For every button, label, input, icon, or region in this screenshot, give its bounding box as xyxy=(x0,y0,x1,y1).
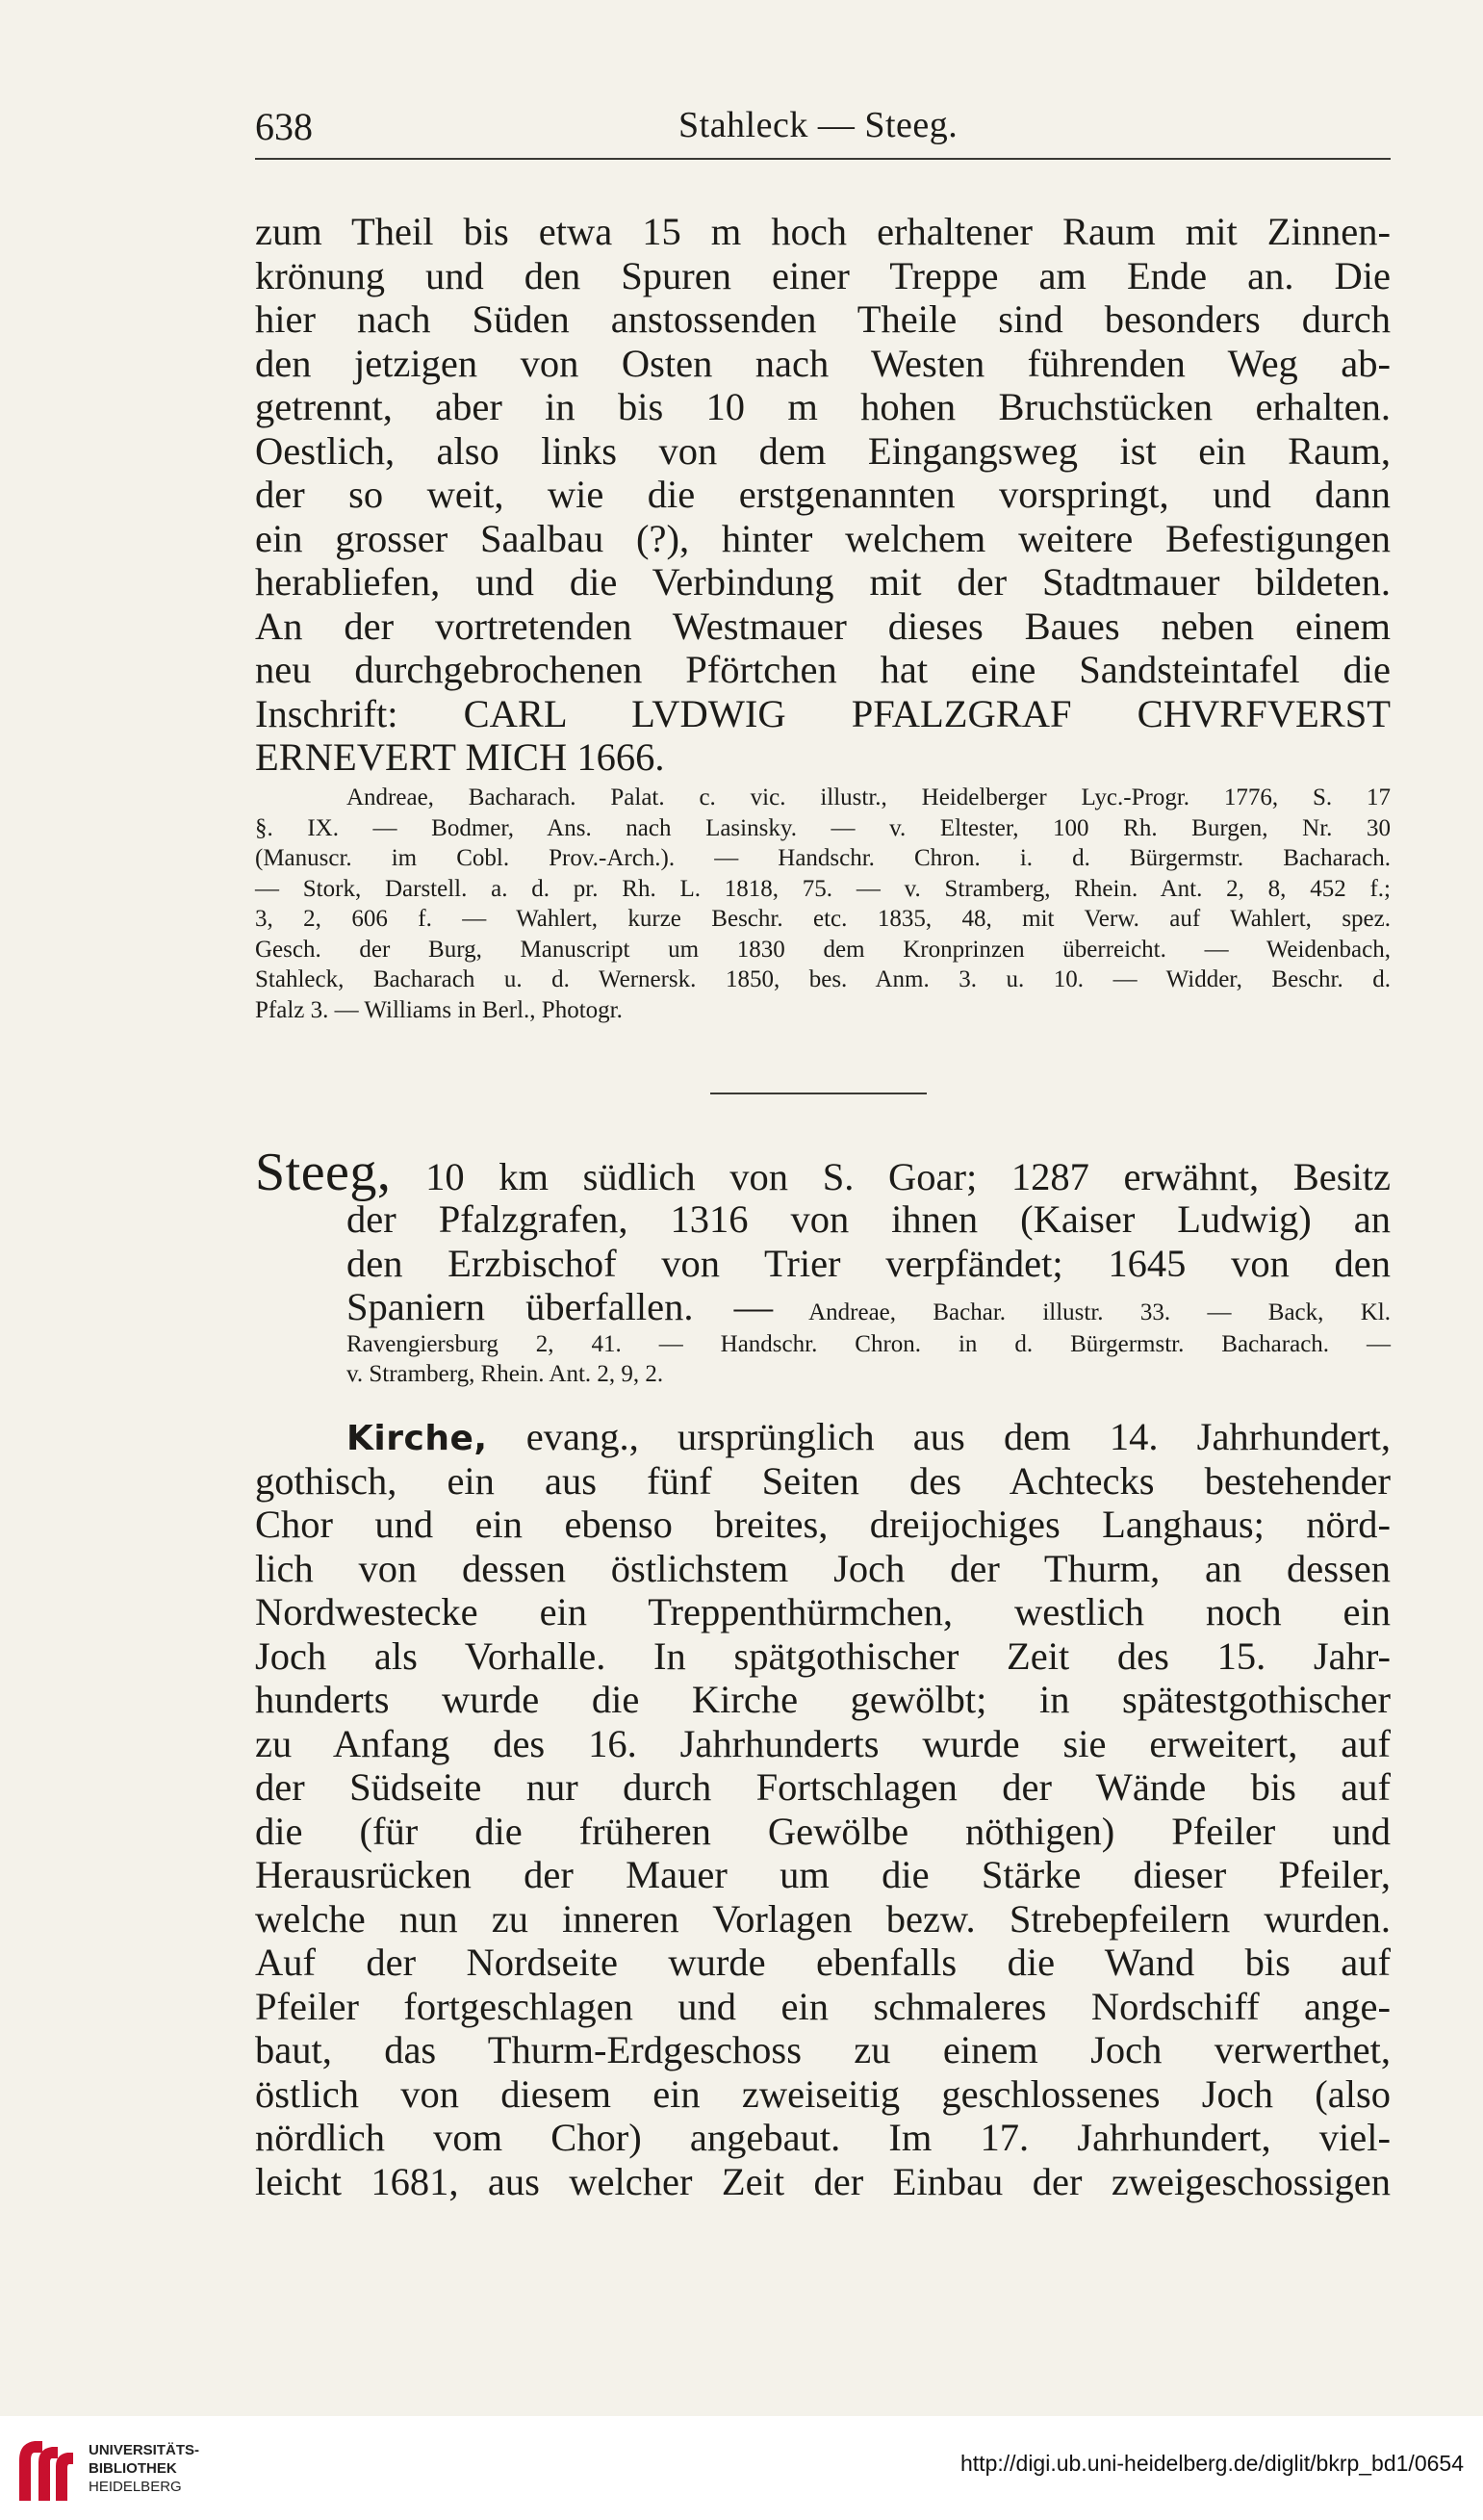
permalink-url[interactable]: http://digi.ub.uni-heidelberg.de/diglit/bkrp_bd1/0654 xyxy=(960,2451,1464,2476)
steeg-first-text: 10 km südlich von S. Goar; 1287 erwähnt, Besitz xyxy=(425,1155,1392,1198)
reference-line: Ravengiersburg 2, 41. — Handschr. Chron. in d. Bürgermstr. Bacharach. — xyxy=(346,1330,1391,1357)
viewer-footer xyxy=(0,2416,1483,2520)
reference-line: Gesch. der Burg, Manuscript um 1830 dem Kronprinzen überreicht. — Weidenbach, xyxy=(255,936,1391,963)
steeg-entry xyxy=(255,1143,1392,1390)
text-line: der Südseite nur durch Fortschlagen der Wände bis auf xyxy=(255,1765,1391,1809)
ub-heidelberg-logo-icon xyxy=(13,2433,81,2507)
library-name-line: BIBLIOTHEK xyxy=(89,2460,177,2477)
text-line: Oestlich, also links von dem Eingangsweg ist ein Raum, xyxy=(255,428,1391,473)
text-line: krönung und den Spuren einer Treppe am Ende an. Die xyxy=(255,253,1391,297)
text-line: hunderts wurde die Kirche gewölbt; in spätestgothischer xyxy=(255,1678,1391,1721)
kirche-first-line xyxy=(255,1415,1391,1459)
text-line: Chor und ein ebenso breites, dreijochiges Langhaus; nörd- xyxy=(255,1503,1391,1546)
text-line: herabliefen, und die Verbindung mit der Stadtmauer bildeten. xyxy=(255,560,1391,604)
text-line: der Pfalzgrafen, 1316 von ihnen (Kaiser Ludwig) an xyxy=(346,1197,1391,1241)
text-line: nördlich vom Chor) angebaut. Im 17. Jahrhundert, viel- xyxy=(255,2116,1391,2159)
kirche-first-text: evang., ursprünglich aus dem 14. Jahrhundert, xyxy=(487,1415,1391,1458)
text-line: ERNEVERT MICH 1666. xyxy=(255,735,665,779)
text-line: lich von dessen östlichstem Joch der Thurm, an dessen xyxy=(255,1546,1391,1590)
steeg-indented-text xyxy=(346,1197,1391,1390)
text-line: Joch als Vorhalle. In spätgothischer Zeit des 15. Jahr- xyxy=(255,1633,1391,1678)
kirche-entry xyxy=(255,1415,1391,2203)
page-number: 638 xyxy=(255,105,313,148)
text-line: den jetzigen von Osten nach Westen führenden Weg ab- xyxy=(255,341,1391,385)
header-rule xyxy=(255,158,1391,160)
text-line: zu Anfang des 16. Jahrhunderts wurde sie erweitert, auf xyxy=(255,1721,1391,1765)
text-line: An der vortretenden Westmauer dieses Baues neben einem xyxy=(255,604,1391,648)
reference-line: §. IX. — Bodmer, Ans. nach Lasinsky. — v. Eltester, 100 Rh. Burgen, Nr. 30 xyxy=(255,814,1391,841)
steeg-heading: Steeg, xyxy=(255,1143,392,1202)
text-line: Pfeiler fortgeschlagen und ein schmaleres Nordschiff ange- xyxy=(255,1984,1391,2028)
reference-line: v. Stramberg, Rhein. Ant. 2, 9, 2. xyxy=(346,1361,664,1387)
reference-line: Pfalz 3. — Williams in Berl., Photogr. xyxy=(255,996,623,1023)
reference-line: Stahleck, Bacharach u. d. Wernersk. 1850, bes. Anm. 3. u. 10. — Widder, Beschr. d. xyxy=(255,966,1391,992)
text-line: neu durchgebrochenen Pförtchen hat eine Sandsteintafel die xyxy=(255,648,1391,691)
text-line xyxy=(346,1285,1391,1329)
section-separator xyxy=(710,1093,927,1094)
text-line: Inschrift: CARL LVDWIG PFALZGRAF CHVRFVERST xyxy=(255,691,1391,735)
text-line: getrennt, aber in bis 10 m hohen Bruchstücken erhalten. xyxy=(255,385,1391,428)
running-title: Stahleck — Steeg. xyxy=(678,105,959,145)
reference-line: Andreae, Bacharach. Palat. c. vic. illustr., Heidelberger Lyc.-Progr. 1776, S. 17 xyxy=(346,784,1391,810)
steeg-first-line xyxy=(255,1143,1392,1202)
text-line: hier nach Süden anstossenden Theile sind besonders durch xyxy=(255,297,1391,341)
library-name-line: HEIDELBERG xyxy=(89,2479,182,2495)
library-name-line: UNIVERSITÄTS- xyxy=(89,2442,200,2458)
reference-line: — Stork, Darstell. a. d. pr. Rh. L. 1818, 75. — v. Stramberg, Rhein. Ant. 2, 8, 452 f.; xyxy=(255,875,1391,902)
text-line: Herausrücken der Mauer um die Stärke dieser Pfeiler, xyxy=(255,1853,1391,1896)
text-line: der so weit, wie die erstgenannten vorspringt, und dann xyxy=(255,473,1391,516)
text-line: östlich von diesem ein zweiseitig geschlossenes Joch (also xyxy=(255,2071,1391,2116)
kirche-heading: Kirche, xyxy=(346,1419,488,1458)
steeg-last-ref: Andreae, Bachar. illustr. 33. — Back, Kl. xyxy=(773,1299,1391,1325)
reference-line: (Manuscr. im Cobl. Prov.-Arch.). — Handschr. Chron. i. d. Bürgermstr. Bacharach. xyxy=(255,845,1391,871)
text-line: gothisch, ein aus fünf Seiten des Achtecks bestehender xyxy=(255,1458,1391,1503)
text-line: Auf der Nordseite wurde ebenfalls die Wand bis auf xyxy=(255,1941,1391,1984)
stahleck-references xyxy=(255,783,1391,1025)
text-line: welche nun zu inneren Vorlagen bezw. Strebepfeilern wurden. xyxy=(255,1896,1391,1941)
page-header xyxy=(255,96,1391,154)
text-line: leicht 1681, aus welcher Zeit der Einbau der zweigeschossigen xyxy=(255,2159,1391,2203)
stahleck-body xyxy=(255,210,1391,780)
text-line: ein grosser Saalbau (?), hinter welchem weitere Befestigungen xyxy=(255,516,1391,560)
text-line: den Erzbischof von Trier verpfändet; 1645 von den xyxy=(346,1241,1391,1285)
library-name xyxy=(89,2441,199,2496)
text-line: Nordwestecke ein Treppenthürmchen, westlich noch ein xyxy=(255,1590,1391,1633)
reference-line: 3, 2, 606 f. — Wahlert, kurze Beschr. etc. 1835, 48, mit Verw. auf Wahlert, spez. xyxy=(255,906,1391,932)
text-line: baut, das Thurm-Erdgeschoss zu einem Joch verwerthet, xyxy=(255,2028,1391,2071)
text-line: die (für die früheren Gewölbe nöthigen) Pfeiler und xyxy=(255,1809,1391,1853)
steeg-last-main: Spaniern überfallen. — xyxy=(346,1285,774,1328)
text-line: zum Theil bis etwa 15 m hoch erhaltener Raum mit Zinnen- xyxy=(255,210,1391,253)
